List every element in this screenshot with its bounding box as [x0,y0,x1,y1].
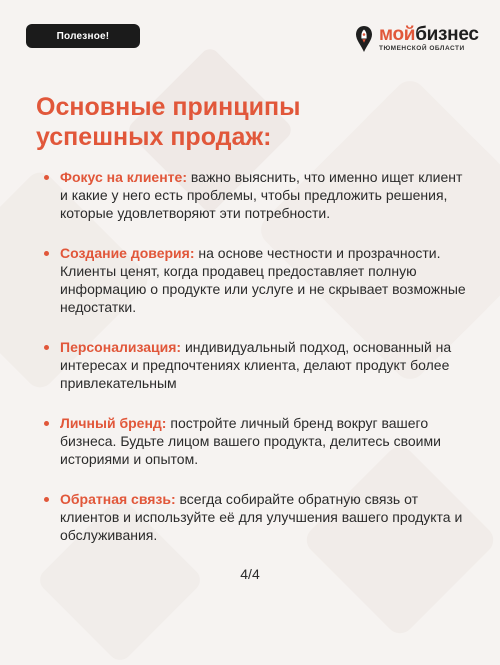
rocket-pin-icon [355,25,373,53]
list-item [44,414,470,468]
principles-list [44,168,470,566]
page-title-line2: успешных продаж: [36,123,272,151]
logo-wordmark-rest: бизнес [415,24,479,46]
bullet-icon [44,345,49,350]
page-title-line1: Основные принципы [36,93,301,121]
item-term: Создание доверия: [60,245,195,261]
list-item [44,338,470,392]
bullet-icon [44,497,49,502]
item-text: важно выяснить, что именно ищет клиент и какие у него есть проблемы, чтобы предложить решения, которые удовлетворяют эти потребности. [60,169,463,221]
item-text: постройте личный бренд вокруг вашего бизнеса. Будьте лицом вашего продукта, делитесь своими историями и опытом. [60,415,441,467]
list-item [44,168,470,222]
item-term: Личный бренд: [60,415,167,431]
item-term: Обратная связь: [60,491,176,507]
brand-logo [355,22,479,56]
item-term: Персонализация: [60,339,182,355]
logo-wordmark-accent: мой [379,24,416,46]
list-item [44,490,470,544]
item-term: Фокус на клиенте: [60,169,187,185]
bullet-icon [44,175,49,180]
logo-subtitle: ТЮМЕНСКОЙ ОБЛАСТИ [379,45,465,53]
logo-wordmark [379,25,479,44]
bullet-icon [44,251,49,256]
item-text: индивидуальный подход, основанный на интересах и предпочтениях клиента, делают продукт более привлекательным [60,339,452,391]
item-text: всегда собирайте обратную связь от клиентов и используйте её для улучшения вашего продукта и обслуживания. [60,491,463,543]
bullet-icon [44,421,49,426]
page-title [36,92,456,152]
page-indicator: 4/4 [240,566,260,582]
list-item [44,244,470,316]
category-badge: Полезное! [26,24,140,48]
item-text: на основе честности и прозрачности. Клиенты ценят, когда продавец предоставляет полную информацию о продукте или услуге и не скрывает возможные недостатки. [60,245,466,315]
